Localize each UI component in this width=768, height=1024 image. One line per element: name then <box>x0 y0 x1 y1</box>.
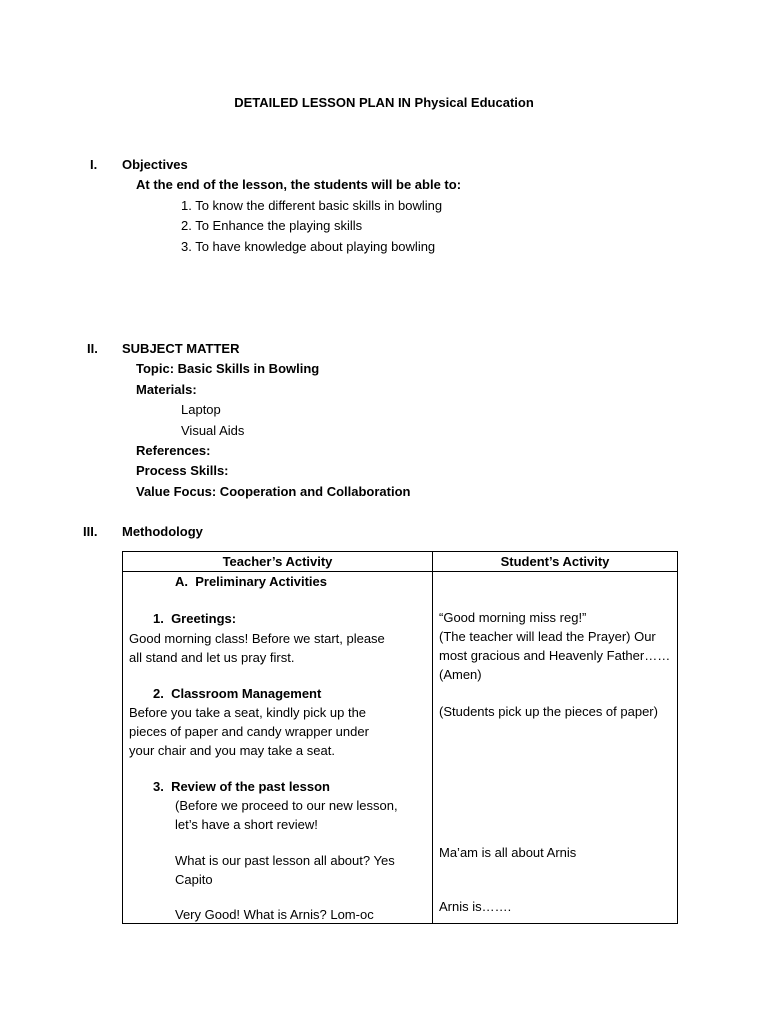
methodology-table <box>122 551 678 924</box>
materials-label: Materials: <box>136 382 197 397</box>
teacher-line: let’s have a short review! <box>175 817 318 832</box>
objectives-intro: At the end of the lesson, the students will be able to: <box>136 177 462 192</box>
teacher-activity-cell <box>123 572 433 924</box>
section-2-heading: SUBJECT MATTER <box>122 341 240 356</box>
section-1-heading: Objectives <box>122 157 188 172</box>
table-header-row <box>123 552 678 572</box>
objective-item: 1. To know the different basic skills in bowling <box>181 198 443 213</box>
objective-item: 3. To have knowledge about playing bowling <box>181 239 436 254</box>
student-line: Ma’am is all about Arnis <box>439 845 577 860</box>
teacher-line: (Before we proceed to our new lesson, <box>175 798 398 813</box>
objective-item: 2. To Enhance the playing skills <box>181 218 363 233</box>
teacher-line: your chair and you may take a seat. <box>129 743 335 758</box>
student-line: Arnis is……. <box>439 899 512 914</box>
material-item: Laptop <box>181 402 221 417</box>
classroom-management-heading: 2. Classroom Management <box>153 686 322 701</box>
student-line: most gracious and Heavenly Father…… <box>439 648 671 663</box>
greetings-heading: 1. Greetings: <box>153 611 237 626</box>
review-heading: 3. Review of the past lesson <box>153 779 330 794</box>
teacher-line: pieces of paper and candy wrapper under <box>129 724 369 739</box>
page-title: DETAILED LESSON PLAN IN Physical Education <box>234 95 534 110</box>
material-item: Visual Aids <box>181 423 245 438</box>
teacher-activity-header: Teacher’s Activity <box>123 552 433 572</box>
teacher-line: Good morning class! Before we start, please <box>129 631 385 646</box>
section-3-heading: Methodology <box>122 524 203 539</box>
teacher-line: Capito <box>175 872 213 887</box>
section-1-number: I. <box>90 157 98 172</box>
process-skills-label: Process Skills: <box>136 463 229 478</box>
teacher-line: Before you take a seat, kindly pick up the <box>129 705 367 720</box>
student-line: (The teacher will lead the Prayer) Our <box>439 629 656 644</box>
preliminary-heading: A. Preliminary Activities <box>175 574 327 589</box>
section-3-number: III. <box>83 524 98 539</box>
references-label: References: <box>136 443 211 458</box>
table-row <box>123 572 678 924</box>
student-line: “Good morning miss reg!” <box>439 610 587 625</box>
student-activity-header: Student’s Activity <box>433 552 678 572</box>
value-focus-line: Value Focus: Cooperation and Collaboration <box>136 484 411 499</box>
topic-line: Topic: Basic Skills in Bowling <box>136 361 320 376</box>
teacher-line: Very Good! What is Arnis? Lom-oc <box>175 907 374 922</box>
teacher-line: What is our past lesson all about? Yes <box>175 853 395 868</box>
student-line: (Students pick up the pieces of paper) <box>439 704 658 719</box>
student-line: (Amen) <box>439 667 482 682</box>
student-activity-cell <box>433 572 678 924</box>
teacher-line: all stand and let us pray first. <box>129 650 295 665</box>
section-2-number: II. <box>87 341 98 356</box>
